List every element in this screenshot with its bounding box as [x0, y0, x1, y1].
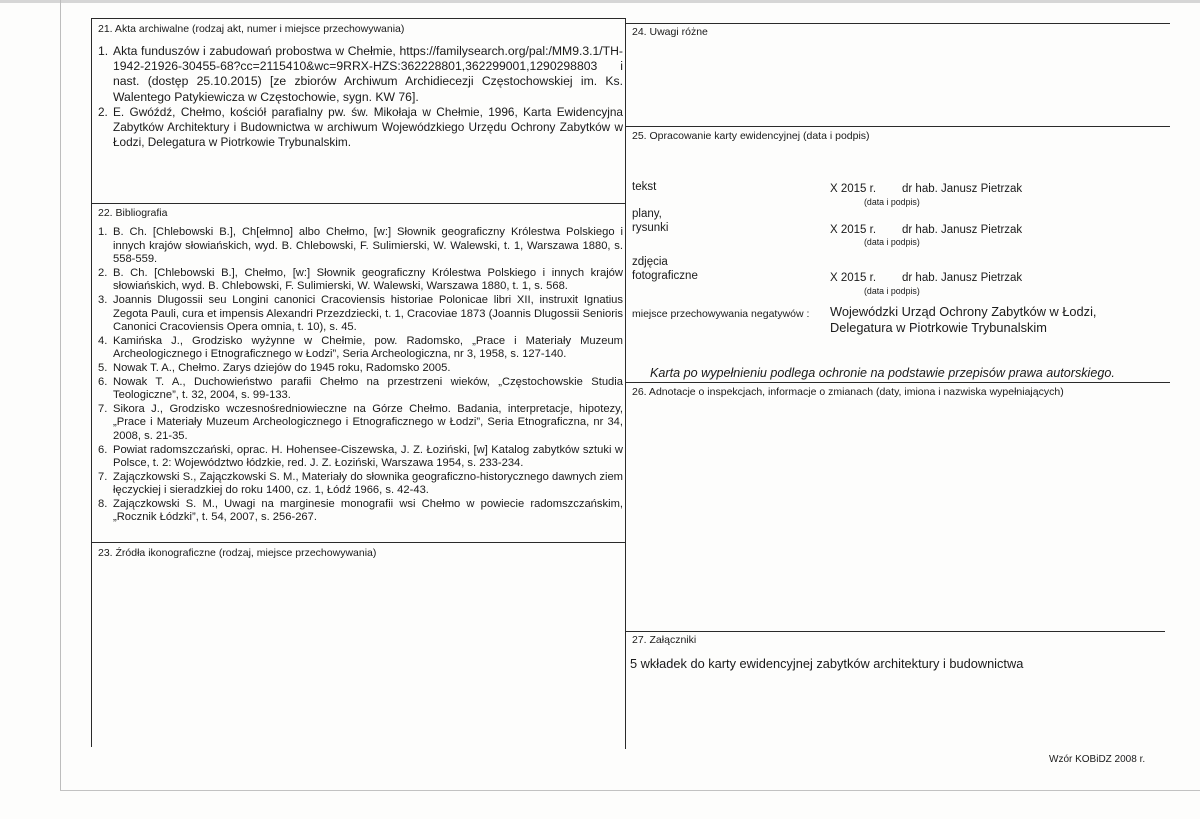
bibliography-item-text: B. Ch. [Chlebowski B.], Ch[ełmno] albo Chełmo, [w:] Słownik geograficzny Królestwa Polskiego i innych krajów słowiańskich, wyd. B. Chlebowski, F. Sulimierski, W. Walewski, t. 1, Warszawa 1880, s. 558-559.: [113, 226, 623, 266]
author-row-text-signer: dr hab. Janusz Pietrzak: [902, 183, 1023, 195]
bibliography-item: [98, 267, 623, 294]
divider-22-23: [91, 542, 626, 543]
section-24-header: 24. Uwagi różne: [632, 26, 708, 38]
author-row-text-label: tekst: [632, 181, 657, 193]
negatives-storage-line-2: Delegatura w Piotrkowie Trybunalskim: [830, 320, 1047, 335]
archive-item-text: Akta funduszów i zabudowań probostwa w Chełmie, https://familysearch.org/pal:/MM9.3.1/TH-1942-21926-30455-68?cc=2115410&wc=9RRX-HZS:362228801,362299001,1290298803 i nast. (dostęp 25.10.2015) [ze zbiorów Archiwum Archidiecezji Częstochowskiej im. Ks. Walentego Patykiewicza w Częstochowie, sygn. KW 76].: [113, 44, 623, 104]
author-row-photos-label-2: fotograficzne: [632, 270, 698, 282]
bibliography-item-text: B. Ch. [Chlebowski B.], Chełmo, [w:] Słownik geograficzny Królestwa Polskiego i innych krajów słowiańskich, wyd. B. Chlebowski, F. Sulimierski, W. Walewski, Warszawa 1880, t. 1, s. 568.: [113, 266, 623, 293]
bibliography-item: [98, 335, 623, 362]
section-27-header: 27. Załączniki: [632, 634, 697, 646]
bibliography-item: [98, 471, 623, 498]
author-row-photos-date: X 2015 r.: [830, 272, 877, 284]
bibliography-item-text: Joannis Dlugossii seu Longini canonici Cracoviensis historiae Polonicae libri XII, instruxit Ignatius Zegota Pauli, cura et impensis Alexandri Przezdziecki, t. 1, Cracoviae 1873 (Joannis Dlugossii Senioris Canonici Cracoviensis Opera omnia, t. 10), s. 45.: [113, 293, 623, 334]
author-row-photos-signer: dr hab. Janusz Pietrzak: [902, 272, 1023, 284]
bibliography-item: [98, 362, 623, 376]
bibliography-item: [98, 498, 623, 525]
divider-24-25: [625, 126, 1170, 127]
archive-item-number: 2.: [98, 104, 108, 119]
bibliography-item-number: 1.: [98, 226, 108, 238]
author-row-text-caption: (data i podpis): [864, 197, 920, 207]
bibliography-item-number: 3.: [98, 293, 108, 306]
divider-25-26: [625, 382, 1170, 383]
author-row-plans-label-1: plany,: [632, 208, 662, 220]
attachments-text: 5 wkładek do karty ewidencyjnej zabytków architektury i budownictwa: [630, 656, 1024, 671]
archive-item: [98, 44, 623, 105]
archive-item: [98, 105, 623, 150]
bibliography-item-text: Zajączkowski S., Zajączkowski S. M., Materiały do słownika geograficzno-historycznego dawnych ziem łęczyckiej i sieradzkiej do roku 1400, cz. 1, Łódź 1966, s. 42-43.: [113, 470, 623, 497]
bibliography-item-number: 4.: [98, 334, 108, 347]
author-row-plans-signer: dr hab. Janusz Pietrzak: [902, 224, 1023, 236]
border-top-left: [91, 18, 626, 19]
section-23-header: 23. Źródła ikonograficzne (rodzaj, miejsce przechowywania): [98, 547, 377, 559]
bibliography-list: [98, 226, 623, 525]
bibliography-item-text: Powiat radomszczański, oprac. H. Hohensee-Ciszewska, J. Z. Łoziński, [w] Katalog zabytków sztuki w Polsce, t. 2: Województwo łódzkie, red. J. Z. Łoziński, Warszawa 1954, s. 233-234.: [113, 443, 623, 470]
bibliography-item-text: Sikora J., Grodzisko wczesnośredniowieczne na Górze Chełmo. Badania, interpretacje, hipotezy, „Prace i Materiały Muzeum Archeologicznego i Etnograficznego w Łodzi”, Seria Etnograficzna, nr 34, 2008, s. 21-35.: [113, 402, 623, 442]
bibliography-item-text: Nowak T. A., Chełmo. Zarys dziejów do 1945 roku, Radomsko 2005.: [113, 361, 451, 374]
bibliography-item: [98, 444, 623, 471]
author-row-plans-label-2: rysunki: [632, 222, 669, 234]
bibliography-item-text: Kamińska J., Grodzisko wyżynne w Chełmie, pow. Radomsko, „Prace i Materiały Muzeum Archeologicznego i Etnograficznego w Łodzi”, Seria Archeologiczna, nr 3, 1958, s. 127-140.: [113, 334, 623, 361]
bibliography-item-number: 7.: [98, 470, 108, 483]
bibliography-item-number: 6.: [98, 443, 108, 456]
scan-top-edge: [0, 0, 1200, 3]
bibliography-item-number: 8.: [98, 497, 108, 510]
bibliography-item-text: Zajączkowski S. M., Uwagi na marginesie monografii wsi Chełmo w powiecie radomszczańskim, „Rocznik Łódzki”, t. 54, 2007, s. 256-267.: [113, 497, 623, 524]
bibliography-item-number: 6.: [98, 375, 108, 388]
archive-item-text: E. Gwóźdź, Chełmo, kościół parafialny pw. św. Mikołaja w Chełmie, 1996, Karta Ewidencyjna Zabytków Architektury i Budownictwa w archiwum Wojewódzkiego Urzędu Ochrony Zabytków w Łodzi, Delegatura w Piotrkowie Trybunalskim.: [113, 104, 623, 149]
author-row-plans-caption: (data i podpis): [864, 237, 920, 247]
scan-left-edge: [60, 0, 61, 790]
bibliography-item-number: 5.: [98, 361, 108, 374]
author-row-plans-date: X 2015 r.: [830, 224, 877, 236]
bibliography-item: [98, 226, 623, 267]
copyright-note: Karta po wypełnieniu podlega ochronie na podstawie przepisów prawa autorskiego.: [650, 366, 1115, 380]
section-26-header: 26. Adnotacje o inspekcjach, informacje o zmianach (daty, imiona i nazwiska wypełniających): [632, 386, 1064, 398]
author-row-text-date: X 2015 r.: [830, 183, 877, 195]
border-top-right: [625, 23, 1170, 24]
archives-list: [98, 44, 623, 150]
border-left: [91, 18, 92, 747]
bibliography-item: [98, 403, 623, 444]
section-22-header: 22. Bibliografia: [98, 207, 168, 219]
bibliography-item: [98, 294, 623, 335]
form-template-label: Wzór KOBiDZ 2008 r.: [1049, 754, 1146, 765]
archive-item-number: 1.: [98, 44, 109, 58]
author-row-photos-label-1: zdjęcia: [632, 256, 668, 268]
bibliography-item-number: 2.: [98, 266, 108, 279]
negatives-storage-label: miejsce przechowywania negatywów :: [632, 308, 810, 320]
column-divider: [625, 18, 626, 749]
divider-26-27: [625, 631, 1165, 632]
scan-bottom-edge: [60, 790, 1200, 791]
bibliography-item: [98, 376, 623, 403]
bibliography-item-text: Nowak T. A., Duchowieństwo parafii Chełmo na przestrzeni wieków, „Częstochowskie Studia Teologiczne”, t. 32, 2004, s. 99-133.: [113, 375, 623, 402]
author-row-photos-caption: (data i podpis): [864, 286, 920, 296]
section-25-header: 25. Opracowanie karty ewidencyjnej (data i podpis): [632, 130, 870, 142]
section-21-header: 21. Akta archiwalne (rodzaj akt, numer i miejsce przechowywania): [98, 23, 405, 35]
divider-21-22: [91, 203, 626, 204]
bibliography-item-number: 7.: [98, 402, 108, 415]
negatives-storage-line-1: Wojewódzki Urząd Ochrony Zabytków w Łodzi,: [830, 304, 1097, 319]
